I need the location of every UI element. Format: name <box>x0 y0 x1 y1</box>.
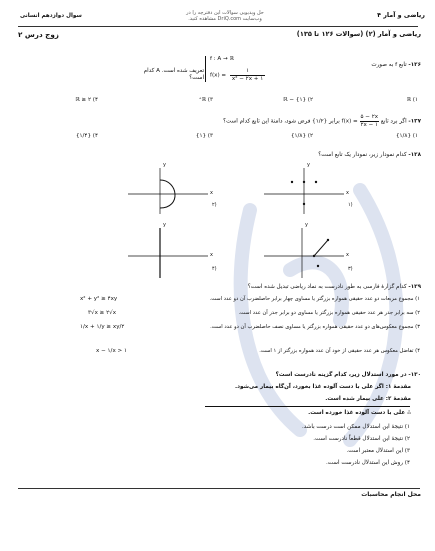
option-1[interactable] <box>110 424 410 431</box>
option-3[interactable] <box>110 448 410 455</box>
page-number: ۴ <box>377 11 381 19</box>
option-number: ۲) <box>212 202 217 208</box>
video-note-line1: حل ویدیویی سوالات این دفترچه را در <box>186 10 264 16</box>
option-number: ۴) <box>404 460 410 466</box>
conclusion: ∴ علی با دست آلوده غذا خورده است. <box>308 410 411 416</box>
option-number: ۲) <box>307 97 313 103</box>
fraction-denominator: x² − ۲x + ۱ <box>231 75 264 82</box>
graph-3-svg <box>256 222 356 282</box>
x-label: x <box>346 252 349 258</box>
option-number: ۴) <box>92 97 98 103</box>
option-number: ۴) <box>212 266 217 272</box>
option-number: ۴) <box>92 133 98 139</box>
point <box>327 239 329 241</box>
q130-options <box>18 424 420 484</box>
q127-options <box>18 133 418 143</box>
option-2[interactable] <box>253 133 313 140</box>
option-4[interactable] <box>110 460 410 467</box>
graph-option-1[interactable] <box>256 162 356 220</box>
graph-option-4[interactable] <box>120 222 220 282</box>
option-number: ۳) <box>415 324 420 330</box>
option-number: ۲) <box>404 436 410 442</box>
point <box>315 181 317 183</box>
option-number: ۱) <box>415 296 420 302</box>
option-4[interactable] <box>18 348 420 360</box>
question-text-post: تعریف شده است. A کدام است؟ <box>143 68 204 81</box>
option-number: ۱) <box>404 424 410 430</box>
option-text: ℝ <box>406 97 412 103</box>
option-1[interactable] <box>358 97 418 104</box>
fraction-denominator: ۲x − ۱ <box>360 121 379 128</box>
option-4[interactable] <box>38 133 98 140</box>
option-text: ℝ⁺ <box>198 97 207 103</box>
header-divider <box>18 26 418 27</box>
page-header-title <box>330 12 425 20</box>
footer-divider <box>18 488 420 489</box>
point <box>303 203 305 205</box>
option-number: ۳) <box>404 448 410 454</box>
question-text-mid: برابر <box>328 118 340 125</box>
section-title: ریاضی و آمار (۲) (سوالات ۱۲۶ تا ۱۳۵) <box>296 30 421 38</box>
graph-option-3[interactable] <box>256 222 356 282</box>
function-map: f : A → ℝ <box>210 56 234 62</box>
option-number: ۱) <box>412 97 418 103</box>
q126-options <box>18 97 418 107</box>
pair-label: زوج درس ۲ <box>18 30 59 39</box>
function-lhs: f(x) = <box>341 118 358 125</box>
option-number: ۱) <box>412 133 418 139</box>
option-1[interactable] <box>18 296 420 308</box>
conclusion-line <box>205 406 410 407</box>
option-number: ۴) <box>415 348 420 354</box>
segment <box>314 240 328 256</box>
option-number: ۲) <box>415 310 420 316</box>
option-text: روش این استدلال نادرست است. <box>326 460 404 466</box>
premise-1: مقدمهٔ ۱: اگر علی با دست آلوده غذا بخورد، آن‌گاه بیمار می‌شود. <box>234 384 411 390</box>
question-128 <box>21 152 421 159</box>
option-3[interactable] <box>153 133 213 140</box>
option-text: {۱/۸} <box>290 133 307 139</box>
option-text: ℝ − {۱} <box>283 97 307 103</box>
question-text: کدام گزارهٔ فارسی به طور نادرست به نماد ریاضی تبدیل شده است؟ <box>247 284 407 290</box>
option-text: ℝ ≥ ۲ <box>75 97 92 103</box>
question-127 <box>21 114 421 128</box>
graph-2-svg <box>120 162 220 220</box>
option-number: ۲) <box>307 133 313 139</box>
x-label: x <box>346 190 349 196</box>
x-label: x <box>210 252 213 258</box>
option-text: نتیجهٔ این استدلال قطعاً نادرست است. <box>313 436 404 442</box>
function-brace <box>205 56 270 82</box>
question-130 <box>21 372 421 379</box>
range-set: {۱/۲} <box>312 118 328 125</box>
premise-2: مقدمهٔ ۲: علی بیمار شده است. <box>325 396 411 402</box>
question-number: ۱۳۰- <box>408 372 421 378</box>
option-text: نتیجهٔ این استدلال ممکن است درست باشد. <box>301 424 404 430</box>
option-4[interactable] <box>38 97 98 104</box>
graph-1-svg <box>256 162 356 220</box>
q129-options <box>18 296 420 366</box>
option-number: ۱) <box>348 202 353 208</box>
point <box>313 255 315 257</box>
option-text: {۱} <box>195 133 207 139</box>
option-number: ۳) <box>207 97 213 103</box>
question-text: در مورد استدلال زیر، کدام گزینه نادرست است؟ <box>275 372 407 378</box>
graph-4-svg <box>120 222 220 282</box>
option-math: ۳√x ≥ ۲√x <box>88 310 117 316</box>
option-text: {۱/۴} <box>75 133 92 139</box>
question-number: ۱۲۹- <box>408 284 421 290</box>
y-label: y <box>305 222 308 228</box>
point <box>317 265 319 267</box>
function-definition <box>210 68 265 82</box>
option-2[interactable] <box>253 97 313 104</box>
video-note-line2: وب‌سایت DriQ.com مشاهده کنید. <box>188 16 262 22</box>
question-number: ۱۲۸- <box>408 152 421 158</box>
video-solutions-note <box>170 10 280 22</box>
option-text: سه برابر جذر هر عدد حقیقی همواره بزرگتر یا مساوی دو برابر جذر آن عدد است. <box>238 310 414 316</box>
option-3[interactable] <box>18 324 420 338</box>
fraction-numerator: ۵ − ۲x <box>360 114 379 120</box>
point <box>291 181 293 183</box>
option-math: x − ۱/x > ۱ <box>96 348 128 354</box>
question-number: ۱۲۷- <box>408 118 421 125</box>
question-text-post: فرض شود، دامنهٔ این تابع کدام است؟ <box>223 118 311 125</box>
option-text: این استدلال معتبر است. <box>346 448 404 454</box>
question-text-pre: اگر برد تابع <box>380 118 407 125</box>
option-text: مجموع مربعات دو عدد حقیقی همواره بزرگتر یا مساوی چهار برابر حاصلضرب آن دو عدد است. <box>209 296 414 302</box>
fraction-numerator: ۱ <box>230 68 265 76</box>
y-label: y <box>163 162 166 168</box>
scratch-area-label: محل انجام محاسبات <box>361 491 421 498</box>
question-number: ۱۲۶- <box>408 62 421 68</box>
option-text: تفاضل معکوس هر عدد حقیقی از خود آن عدد همواره بزرگتر از ۱ است. <box>259 348 414 354</box>
option-2[interactable] <box>110 436 410 443</box>
question-text-pre: تابع f به صورت <box>371 62 407 68</box>
book-title: ریاضی و آمار <box>383 11 425 19</box>
y-label: y <box>307 162 310 168</box>
exam-group-label: سوال دوازدهم انسانی <box>20 13 82 19</box>
option-3[interactable] <box>153 97 213 104</box>
option-number: ۳) <box>207 133 213 139</box>
option-number: ۳) <box>348 266 353 272</box>
option-text: {۱/۸} <box>395 133 412 139</box>
graph-option-2[interactable] <box>120 162 220 220</box>
option-1[interactable] <box>358 133 418 140</box>
question-text: کدام نمودار زیر، نمودار یک تابع است؟ <box>318 152 407 158</box>
x-label: x <box>210 190 213 196</box>
question-129 <box>21 284 421 291</box>
function-lhs: f(x) = <box>210 72 227 79</box>
point <box>303 181 305 183</box>
option-text: مجموع معکوس‌های دو عدد حقیقی همواره بزرگتر یا مساوی نصف حاصلضرب آن دو عدد است. <box>210 324 414 330</box>
function-expression <box>342 114 379 128</box>
option-2[interactable] <box>18 310 420 322</box>
option-math: x² + y² ≥ ۴xy <box>80 296 118 302</box>
y-label: y <box>163 222 166 228</box>
option-math: ۱/x + ۱/y ≥ xy/۲ <box>80 324 125 330</box>
